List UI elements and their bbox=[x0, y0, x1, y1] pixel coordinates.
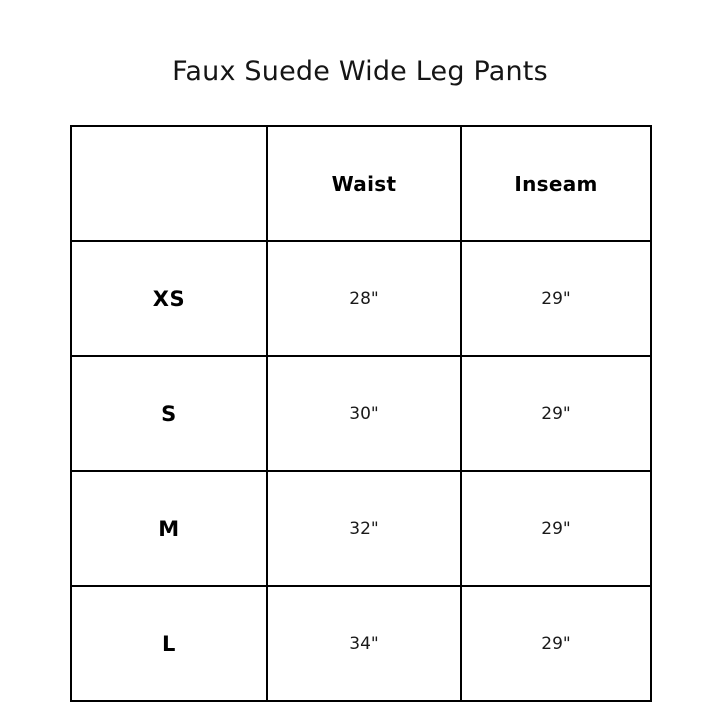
table-row bbox=[71, 356, 651, 471]
page-title: Faux Suede Wide Leg Pants bbox=[172, 56, 548, 87]
table-corner-cell bbox=[71, 126, 267, 241]
size-chart-table bbox=[70, 125, 652, 702]
table-header-row bbox=[71, 126, 651, 241]
row-waist-value: 28" bbox=[267, 241, 461, 356]
row-inseam-value: 29" bbox=[461, 586, 651, 701]
table-row bbox=[71, 586, 651, 701]
table-row bbox=[71, 471, 651, 586]
row-waist-value: 30" bbox=[267, 356, 461, 471]
row-inseam-value: 29" bbox=[461, 356, 651, 471]
row-inseam-value: 29" bbox=[461, 471, 651, 586]
column-header-inseam: Inseam bbox=[461, 126, 651, 241]
row-size-label: L bbox=[71, 586, 267, 701]
column-header-waist: Waist bbox=[267, 126, 461, 241]
table-row bbox=[71, 241, 651, 356]
row-waist-value: 34" bbox=[267, 586, 461, 701]
row-size-label: M bbox=[71, 471, 267, 586]
row-size-label: XS bbox=[71, 241, 267, 356]
row-inseam-value: 29" bbox=[461, 241, 651, 356]
row-waist-value: 32" bbox=[267, 471, 461, 586]
row-size-label: S bbox=[71, 356, 267, 471]
size-table-container bbox=[70, 125, 650, 702]
